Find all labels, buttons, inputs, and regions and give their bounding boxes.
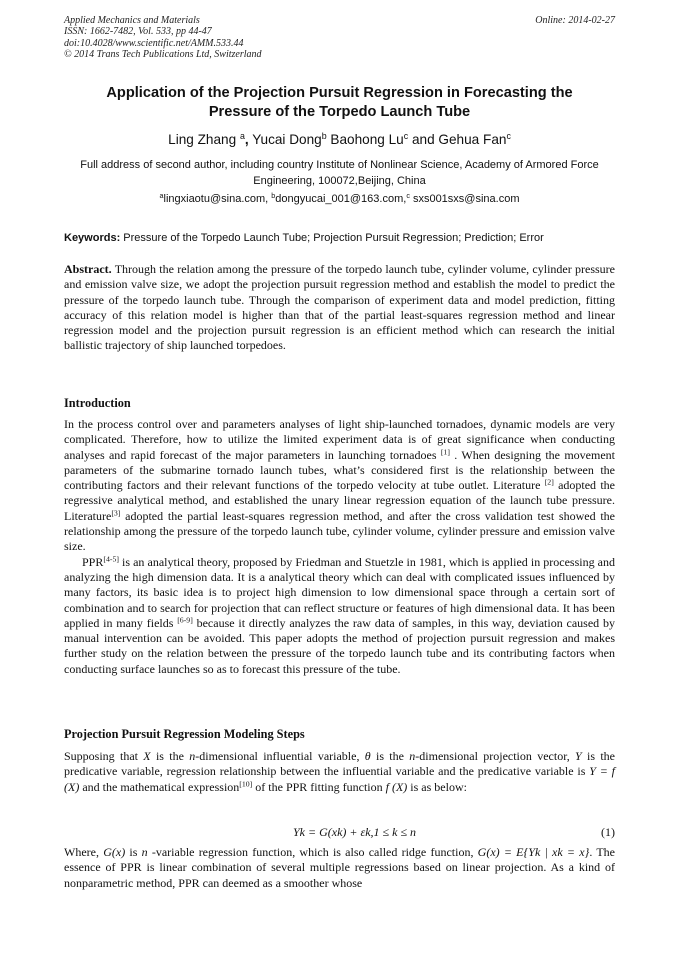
math-expression: G(x) = E{Yk | xk = x} [477,845,590,859]
paragraph: PPR[4-5] is an analytical theory, proposed by Friedman and Stuetzle in 1981, which is applied in processing and analyzing the high dimension data. It is a analytical theory which can deal with complicated issues influenced by many factors, its basic idea is to project high dimension to low dimensional space through a certain sort of combination and to search for projection that can reflect structure or features of high dimensional data. It has been applied in many fields [6-9] because it directly analyzes the raw data of samples, in this way, deviation caused by manual intervention can be avoided. This paper adopts the method of projection pursuit regression and makes further study on the relation between the pressure of the torpedo launch tube and its contributing factors when conducting surface launches so as to forecast this pressure of the tube. [64,554,615,676]
author-name: Ling Zhang [168,132,237,147]
paragraph: Where, G(x) is n -variable regression function, which is also called ridge function, G(x) = E{Yk | xk = x}. The essence of PPR is linear combination of several multiple regressions based on linear projection. As a kind of nonparametric method, PPR can deemed as a smoother whose [64,845,615,890]
journal-header [64,15,262,60]
abstract-text: Through the relation among the pressure of the torpedo launch tube, cylinder volume, cylinder pressure and emission valve size, we adopt the projection pursuit regression method and establish the model to predict the pressure of the torpedo launch tube. Through the comparison of experiment data and model prediction, fitting accuracy of this relation model is higher than that of the partial least-squares regression method and linear regression model and the projection pursuit regression is an efficient method which can research the initial ballistic trajectory of ship launched torpedoes. [64,262,615,353]
ppr-body [64,749,615,795]
keywords-text: Pressure of the Torpedo Launch Tube; Projection Pursuit Regression; Prediction; Error [120,232,544,244]
math-symbol: n [409,749,416,763]
citation: [1] [440,447,450,457]
citation: [4-5] [103,554,119,564]
section-heading-ppr-steps: Projection Pursuit Regression Modeling Steps [64,727,305,741]
ppr-body-continued [64,845,615,891]
math-symbol: Y [575,749,582,763]
author-list: Ling Zhang $^a$, Yucai Dong$^b$ Baohong Lu$^c$ and Gehua Fan$^c$ [168,131,511,147]
issn-line: ISSN: 1662-7482, Vol. 533, pp 44-47 [64,26,212,38]
citation: [10] [239,779,253,789]
email-mark: c [406,192,410,201]
author-name: Baohong Lu [330,132,404,147]
email-mark: b [271,192,276,201]
author-affiliation-mark: b [321,131,327,142]
keywords [64,231,615,246]
online-date: Online: 2014-02-27 [535,15,615,26]
abstract-label: Abstract. [64,262,112,276]
section-heading-introduction: Introduction [64,396,131,410]
abstract [64,262,615,354]
equation-expression: Yk = G(xk) + εk,1 ≤ k ≤ n [293,825,417,839]
math-symbol: n [141,845,148,859]
author-emails [64,192,615,207]
math-expression: Y = f (X) [64,764,615,794]
author-affiliation-mark: c [403,131,409,142]
math-expression: G(x) [103,845,126,859]
doi-line: doi:10.4028/www.scientific.net/AMM.533.44 [64,37,244,49]
citation: [6-9] [177,615,193,625]
copyright-line: © 2014 Trans Tech Publications Ltd, Switzerland [64,48,262,60]
author-name: Gehua Fan [438,132,507,147]
email-address: lingxiaotu@sina.com, [163,193,272,205]
math-symbol: θ [364,749,371,763]
paragraph: Supposing that X is the n-dimensional influential variable, θ is the n-dimensional projection vector, Y is the predicative variable, regression relationship between the influential variable and the predicative variable is Y = f (X) and the mathematical expression[10] of the PPR fitting function f (X) is as below: [64,749,615,794]
paragraph: In the process control over and parameters analyses of light ship-launched tornadoes, dynamic models are very complicated. Therefore, how to utilize the limited experiment data is of great significance when conducting analyses and rapid forecast of the major parameters in launching tornadoes [1] . When designing the movement parameters of the submarine tornado launch tubes, what’s considered first is the relationship between the contributing factors and their relevant functions of the torpedo velocity at tube outlet. Literature [2] adopted the regressive analytical method, and established the unary linear regression equation of the launch tube pressure. Literature[3] adopted the partial least-squares regression method, and after the cross validation test showed the relationship among the pressure of the torpedo launch tube, cylinder volume, cylinder pressure and emission valve size. [64,417,615,554]
introduction-body [64,417,615,677]
author-affiliation-mark: a [239,131,245,142]
math-symbol: X [143,749,151,763]
title-line-2: Pressure of the Torpedo Launch Tube [208,104,471,120]
journal-name: Applied Mechanics and Materials [64,15,200,26]
email-mark: a [159,192,164,201]
author-name: Yucai Dong [252,132,322,147]
citation: [3] [111,508,121,518]
affiliation: Full address of second author, including country Institute of Nonlinear Science, Academy of Armored Force Engineering, 100072,Beijing, China [80,159,599,187]
math-expression: f (X) [385,779,408,794]
equation-1 [64,825,615,841]
author-affiliation-mark: c [506,131,511,142]
math-symbol: n [189,749,196,763]
paper-title [64,84,615,122]
email-address: sxs001sxs@sina.com [409,193,520,205]
title-line-1: Application of the Projection Pursuit Regression in Forecasting the [106,85,573,101]
email-address: dongyucai_001@163.com, [275,193,407,205]
equation-number: (1) [601,825,615,839]
author-conjunction: and [411,132,435,147]
citation: [2] [544,477,554,487]
keywords-label: Keywords: [64,232,121,244]
